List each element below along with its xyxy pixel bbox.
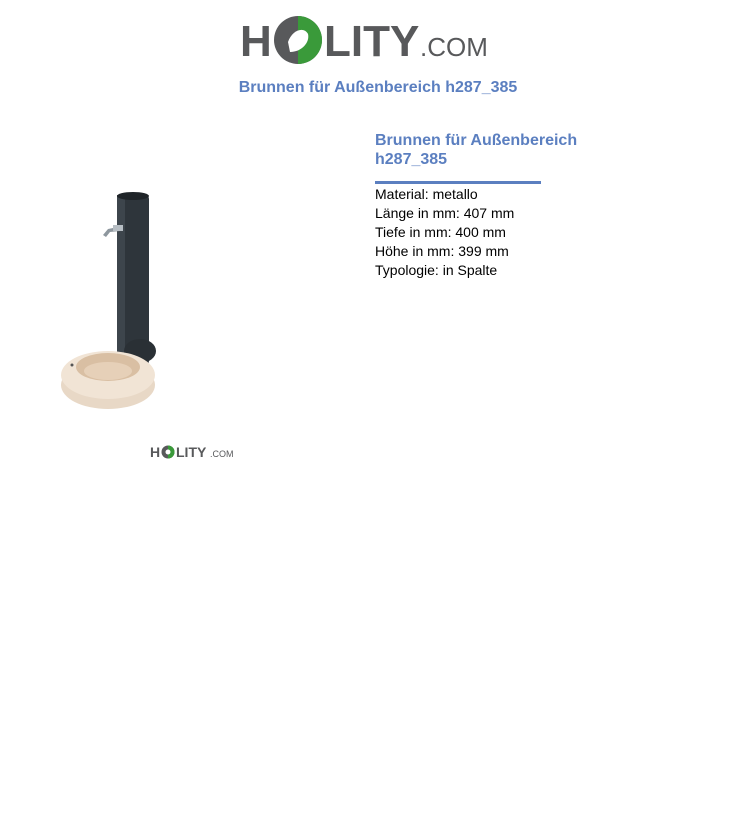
spec-length: Länge in mm: 407 mm [375,205,515,221]
holity-logo[interactable] [240,12,488,68]
svg-text:LITY: LITY [176,444,207,460]
spec-height: Höhe in mm: 399 mm [375,243,509,259]
svg-text:.COM: .COM [210,449,234,459]
svg-text:LITY: LITY [324,17,420,66]
spec-list [375,185,514,280]
title-divider [375,181,541,184]
product-image [50,185,170,417]
spec-depth: Tiefe in mm: 400 mm [375,224,506,240]
logo-o-mark [274,16,322,64]
svg-text:H: H [240,17,272,66]
product-title [375,131,605,169]
product-title-line2: h287_385 [375,151,448,168]
svg-text:H: H [150,444,161,460]
svg-text:.COM: .COM [420,32,488,62]
product-title-line1: Brunnen für Außenbereich [375,132,578,149]
page-title: Brunnen für Außenbereich h287_385 [238,79,518,96]
spec-material: Material: metallo [375,186,478,202]
holity-watermark-logo [150,443,234,461]
spec-typology: Typologie: in Spalte [375,262,498,278]
